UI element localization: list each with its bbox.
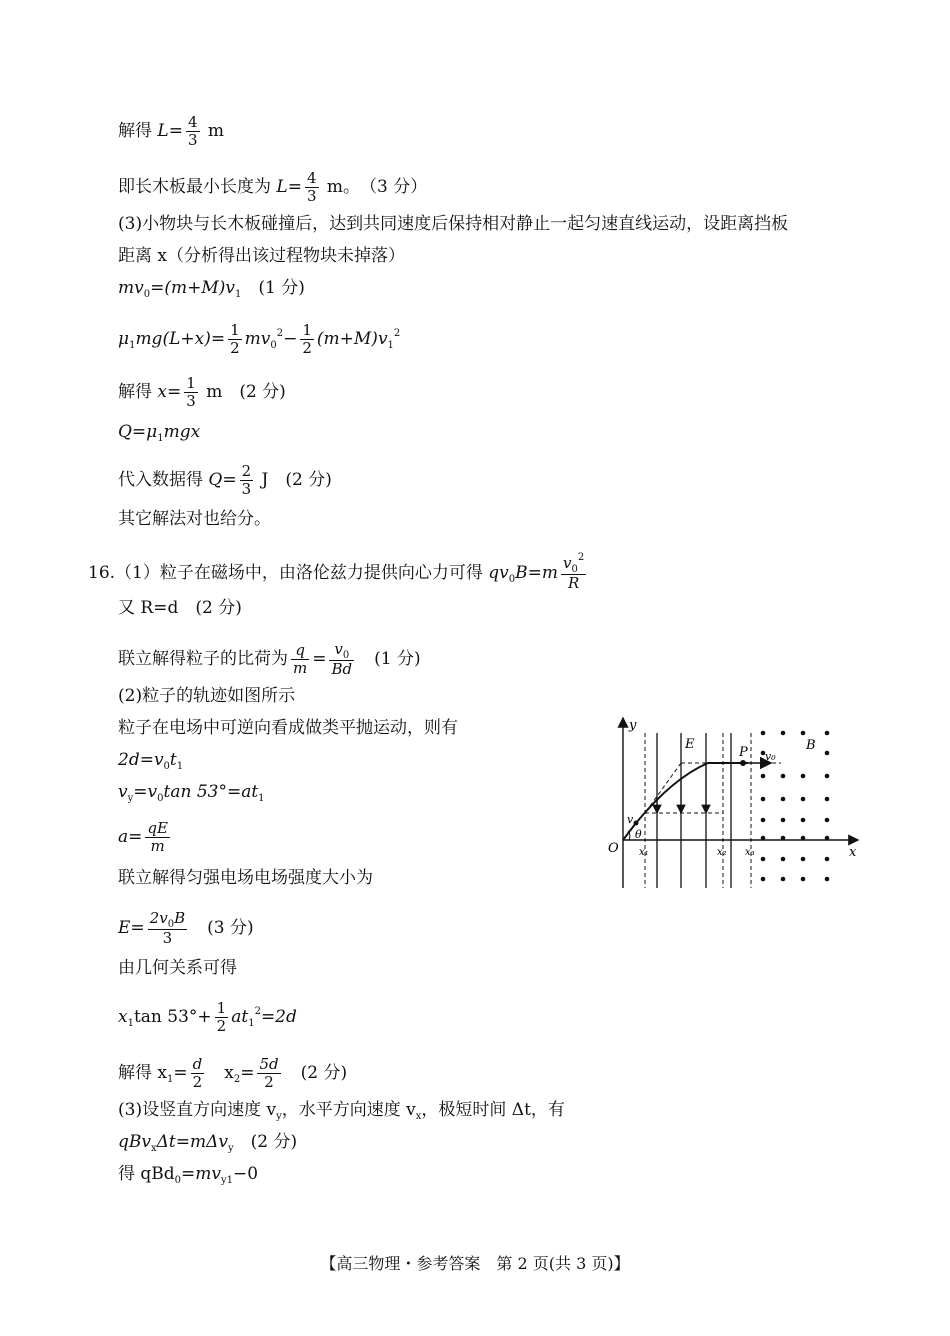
eq-impulse: qBv$_x$Δt=mΔv$_y$ (2 分) [118, 1132, 298, 1154]
eq-heat: $Q=\mu_1mgx$ [118, 422, 201, 444]
line-min-length: 即长木板最小长度为 L= $\frac{4}{3}$ m。 （3 分） [118, 169, 428, 205]
page-footer: 【高三物理・参考答案 第 2 页(共 3 页)】 [320, 1254, 630, 1273]
label-v0: v₀ [765, 750, 776, 763]
point-P [740, 760, 746, 766]
y-axis-label: y [629, 718, 637, 733]
eq-energy: $\mu_1mg(L+x)=$ $\frac{1}{2}$ $mv_0^2-$ $\frac{1}{2}$ $(m+M)v_1^2$ [118, 321, 401, 357]
label-x3: x₃ [745, 847, 755, 858]
boundary-lines [645, 733, 781, 888]
particle-trajectory [623, 763, 748, 840]
label-theta: θ [635, 828, 642, 841]
eq-acceleration: a= $\frac{qE}{m}$ [118, 819, 168, 855]
line-solve-x: 解得 x= $\frac{1}{3}$ m (2 分) [118, 374, 286, 410]
label-x2: x₂ [717, 847, 727, 858]
entry-point [634, 821, 639, 826]
label-E: E [685, 737, 695, 752]
eq-radius: 又 R=d (2 分) [118, 598, 242, 618]
eq-vertical-velocity: $v_y=v_0\tan$ $53^\circ=at_1$ [118, 782, 265, 804]
electric-field-lines [657, 733, 731, 888]
eq-result: 得 $qBd_0=mv_{y1}-0$ [118, 1164, 259, 1186]
line-reverse-motion: 粒子在电场中可逆向看成做类平抛运动，则有 [118, 718, 458, 738]
line-charge-mass-ratio: 联立解得粒子的比荷为 $\frac{q}{m}$ = $\frac{v_0}{Bd}$ (1 分) [118, 640, 421, 678]
line-part3-setup: (3)设竖直方向速度 $v_y$，水平方向速度 $v_x$，极短时间 Δt，有 [118, 1100, 565, 1122]
origin-label: O [608, 841, 619, 856]
eq-geometry: $x_1\tan$ 53°+ $\frac{1}{2}$ $at_1^2=2d$ [118, 999, 297, 1035]
line-part3-intro: (3)小物块与长木板碰撞后，达到共同速度后保持相对静止一起匀速直线运动，设距离挡板 [118, 214, 789, 234]
line-distance-x: 距离 x（分析得出该过程物块未掉落） [118, 246, 405, 266]
trajectory-figure [603, 713, 863, 893]
line-solve-x1-x2: 解得 $x_1=$ $\frac{d}{2}$ $x_2=$ $\frac{5d}{2}$ (2 分) [118, 1055, 348, 1091]
eq-momentum: $mv_0=(m+M)v_1$ (1 分) [118, 278, 305, 300]
line-solve-L: 解得 L= $\frac{4}{3}$ m [118, 113, 225, 149]
line-solve-Q: 代入数据得 Q= $\frac{2}{3}$ J (2 分) [118, 462, 332, 498]
line-geometry: 由几何关系可得 [118, 958, 237, 978]
eq-horizontal: $2d=v_0t_1$ [118, 750, 184, 772]
label-P: P [739, 745, 748, 760]
x-axis-label: x [849, 845, 857, 860]
line-part2-intro: (2)粒子的轨迹如图所示 [118, 686, 296, 706]
label-v: v [627, 813, 634, 826]
line-other-methods: 其它解法对也给分。 [118, 509, 271, 529]
label-B: B [806, 738, 816, 753]
eq-field-strength: E= $\frac{2v_0B}{3}$ (3 分) [118, 909, 254, 947]
line-field-strength-intro: 联立解得匀强电场电场强度大小为 [118, 868, 373, 888]
q16-part1: 16.（1）粒子在磁场中，由洛伦兹力提供向心力可得 $qv_0B=m$ $\frac{v_0^2}{R}$ [88, 552, 585, 592]
label-x1: x₁ [639, 847, 649, 858]
